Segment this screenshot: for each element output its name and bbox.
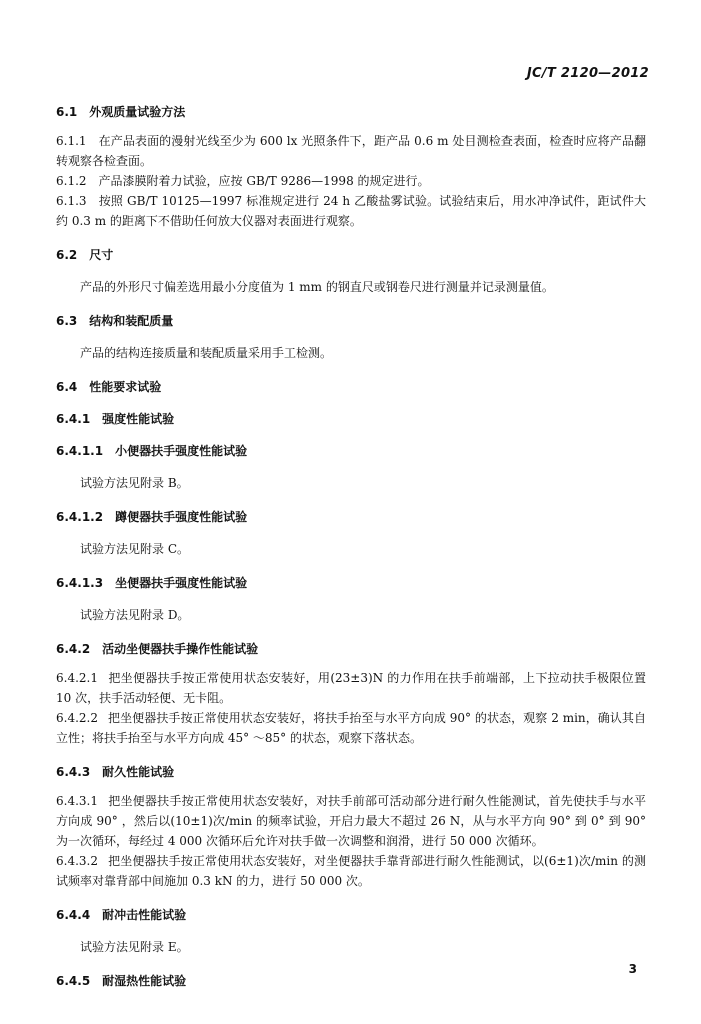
section-6-1-heading: [56, 102, 646, 122]
standard-code: JC/T 2120—2012: [526, 66, 649, 81]
section-title: 蹲便器扶手强度性能试验: [115, 510, 248, 524]
section-number: 6.4: [56, 380, 78, 394]
section-6-4-1-2-heading: [56, 507, 646, 527]
clause-6-1-3: [56, 191, 646, 231]
section-title: 活动坐便器扶手操作性能试验: [102, 642, 259, 656]
section-number: 6.2: [56, 248, 78, 262]
clause-text: 把坐便器扶手按正常使用状态安装好，对坐便器扶手靠背部进行耐久性能测试，以(6±1)次/min 的测试频率对靠背部中间施加 0.3 kN 的力，进行 50 000 次。: [56, 854, 646, 888]
paragraph-6-4-4: 试验方法见附录 E。: [80, 940, 189, 954]
section-6-4-5-heading: [56, 971, 646, 991]
clause-number: 6.4.2.2: [56, 711, 98, 725]
section-title: 小便器扶手强度性能试验: [115, 444, 248, 458]
section-number: 6.3: [56, 314, 78, 328]
paragraph-6-2: 产品的外形尺寸偏差选用最小分度值为 1 mm 的钢直尺或钢卷尺进行测量并记录测量值。: [80, 280, 554, 294]
section-number: 6.1: [56, 105, 78, 119]
section-number: 6.4.3: [56, 765, 91, 779]
section-number: 6.4.5: [56, 974, 91, 988]
clause-6-4-3-1: [56, 791, 646, 851]
clause-6-4-3-2: [56, 851, 646, 891]
section-6-3-heading: [56, 311, 646, 331]
clause-text: 产品漆膜附着力试验，应按 GB/T 9286—1998 的规定进行。: [98, 174, 430, 188]
section-number: 6.4.1: [56, 412, 91, 426]
clause-number: 6.1.3: [56, 194, 87, 208]
page-number: 3: [628, 962, 637, 976]
section-number: 6.4.4: [56, 908, 91, 922]
clause-6-4-2-1: [56, 668, 646, 708]
section-title: 强度性能试验: [102, 412, 175, 426]
section-title: 耐久性能试验: [102, 765, 175, 779]
clause-6-1-2: [56, 171, 646, 191]
clause-text: 把坐便器扶手按正常使用状态安装好，将扶手抬至与水平方向成 90° 的状态，观察 2 min，确认其自立性；将扶手抬至与水平方向成 45° ～85° 的状态，观察下落状态。: [56, 711, 646, 745]
section-title: 耐冲击性能试验: [102, 908, 187, 922]
section-6-4-1-heading: [56, 409, 646, 429]
section-6-4-1-3-heading: [56, 573, 646, 593]
section-title: 性能要求试验: [89, 380, 162, 394]
section-number: 6.4.2: [56, 642, 91, 656]
section-number: 6.4.1.3: [56, 576, 104, 590]
clause-number: 6.1.2: [56, 174, 87, 188]
paragraph-6-4-1-3: 试验方法见附录 D。: [80, 608, 190, 622]
paragraph-6-4-1-1: 试验方法见附录 B。: [80, 476, 189, 490]
section-number: 6.4.1.2: [56, 510, 104, 524]
section-title: 坐便器扶手强度性能试验: [115, 576, 248, 590]
clause-number: 6.1.1: [56, 134, 87, 148]
section-6-4-1-1-heading: [56, 441, 646, 461]
paragraph-6-3: 产品的结构连接质量和装配质量采用手工检测。: [80, 346, 333, 360]
section-title: 尺寸: [89, 248, 114, 262]
section-number: 6.4.1.1: [56, 444, 104, 458]
clause-number: 6.4.2.1: [56, 671, 98, 685]
clause-6-1-1: [56, 131, 646, 171]
clause-text: 按照 GB/T 10125—1997 标准规定进行 24 h 乙酸盐雾试验。试验结束后，用水冲净试件，距试件大约 0.3 m 的距离下不借助任何放大仪器对表面进行观察。: [56, 194, 646, 228]
section-6-2-heading: [56, 245, 646, 265]
clause-text: 在产品表面的漫射光线至少为 600 lx 光照条件下，距产品 0.6 m 处目测检查表面，检查时应将产品翻转观察各检查面。: [56, 134, 646, 168]
clause-6-4-2-2: [56, 708, 646, 748]
section-6-4-4-heading: [56, 905, 646, 925]
section-title: 耐湿热性能试验: [102, 974, 187, 988]
clause-text: 把坐便器扶手按正常使用状态安装好，用(23±3)N 的力作用在扶手前端部，上下拉动扶手极限位置 10 次，扶手活动轻便、无卡阻。: [56, 671, 646, 705]
clause-number: 6.4.3.2: [56, 854, 98, 868]
section-6-4-3-heading: [56, 762, 646, 782]
section-title: 外观质量试验方法: [89, 105, 186, 119]
section-6-4-2-heading: [56, 639, 646, 659]
section-6-4-heading: [56, 377, 646, 397]
paragraph-6-4-1-2: 试验方法见附录 C。: [80, 542, 189, 556]
section-title: 结构和装配质量: [89, 314, 174, 328]
document-body: [56, 102, 646, 991]
clause-text: 把坐便器扶手按正常使用状态安装好，对扶手前部可活动部分进行耐久性能测试，首先使扶手与水平方向成 90° ，然后以(10±1)次/min 的频率试验，开启力最大不超过 26 N，从与水平方向 90° 到 0° 到 90° 为一次循环，每经过 4 000 次循环后允许对扶手做一次调整和润滑，进行 50 000 次循环。: [56, 794, 646, 848]
clause-number: 6.4.3.1: [56, 794, 98, 808]
